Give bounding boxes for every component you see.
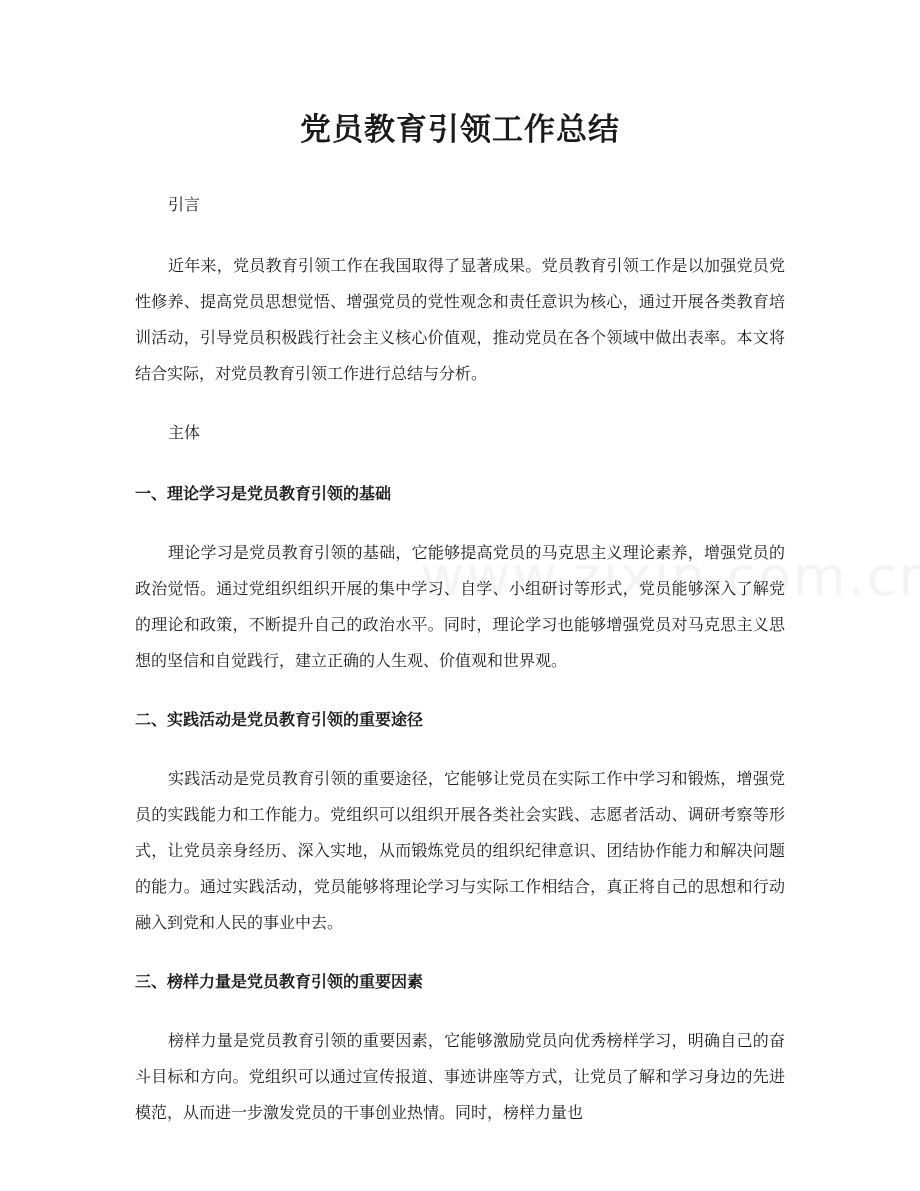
intro-label: 引言 (168, 195, 201, 214)
section-3-heading: 三、榜样力量是党员教育引领的重要因素 (135, 972, 424, 991)
section-2-paragraph: 实践活动是党员教育引领的重要途径，它能够让党员在实际工作中学习和锻炼，增强党员的实践能力和工作能力。党组织可以组织开展各类社会实践、志愿者活动、调研考察等形式，让党员亲身经历、深入实地，从而锻炼党员的组织纪律意识、团结协作能力和解决问题的能力。通过实践活动，党员能够将理论学习与实际工作相结合，真正将自己的思想和行动融入到党和人民的事业中去。 (135, 769, 785, 932)
section-3-paragraph: 榜样力量是党员教育引领的重要因素，它能够激励党员向优秀榜样学习，明确自己的奋斗目标和方向。党组织可以通过宣传报道、事迹讲座等方式，让党员了解和学习身边的先进模范，从而进一步激发党员的干事创业热情。同时，榜样力量也 (135, 1031, 785, 1122)
intro-paragraph: 近年来，党员教育引领工作在我国取得了显著成果。党员教育引领工作是以加强党员党性修养、提高党员思想觉悟、增强党员的党性观念和责任意识为核心，通过开展各类教育培训活动，引导党员积极践行社会主义核心价值观，推动党员在各个领域中做出表率。本文将结合实际，对党员教育引领工作进行总结与分析。 (135, 256, 785, 383)
section-1-paragraph: 理论学习是党员教育引领的基础，它能够提高党员的马克思主义理论素养，增强党员的政治觉悟。通过党组织组织开展的集中学习、自学、小组研讨等形式，党员能够深入了解党的理论和政策，不断提升自己的政治水平。同时，理论学习也能够增强党员对马克思主义思想的坚信和自觉践行，建立正确的人生观、价值观和世界观。 (135, 543, 785, 670)
body-label: 主体 (168, 423, 201, 442)
document-title: 党员教育引领工作总结 (300, 112, 620, 148)
section-2-heading: 二、实践活动是党员教育引领的重要途径 (135, 710, 424, 729)
section-1-heading: 一、理论学习是党员教育引领的基础 (135, 484, 392, 503)
